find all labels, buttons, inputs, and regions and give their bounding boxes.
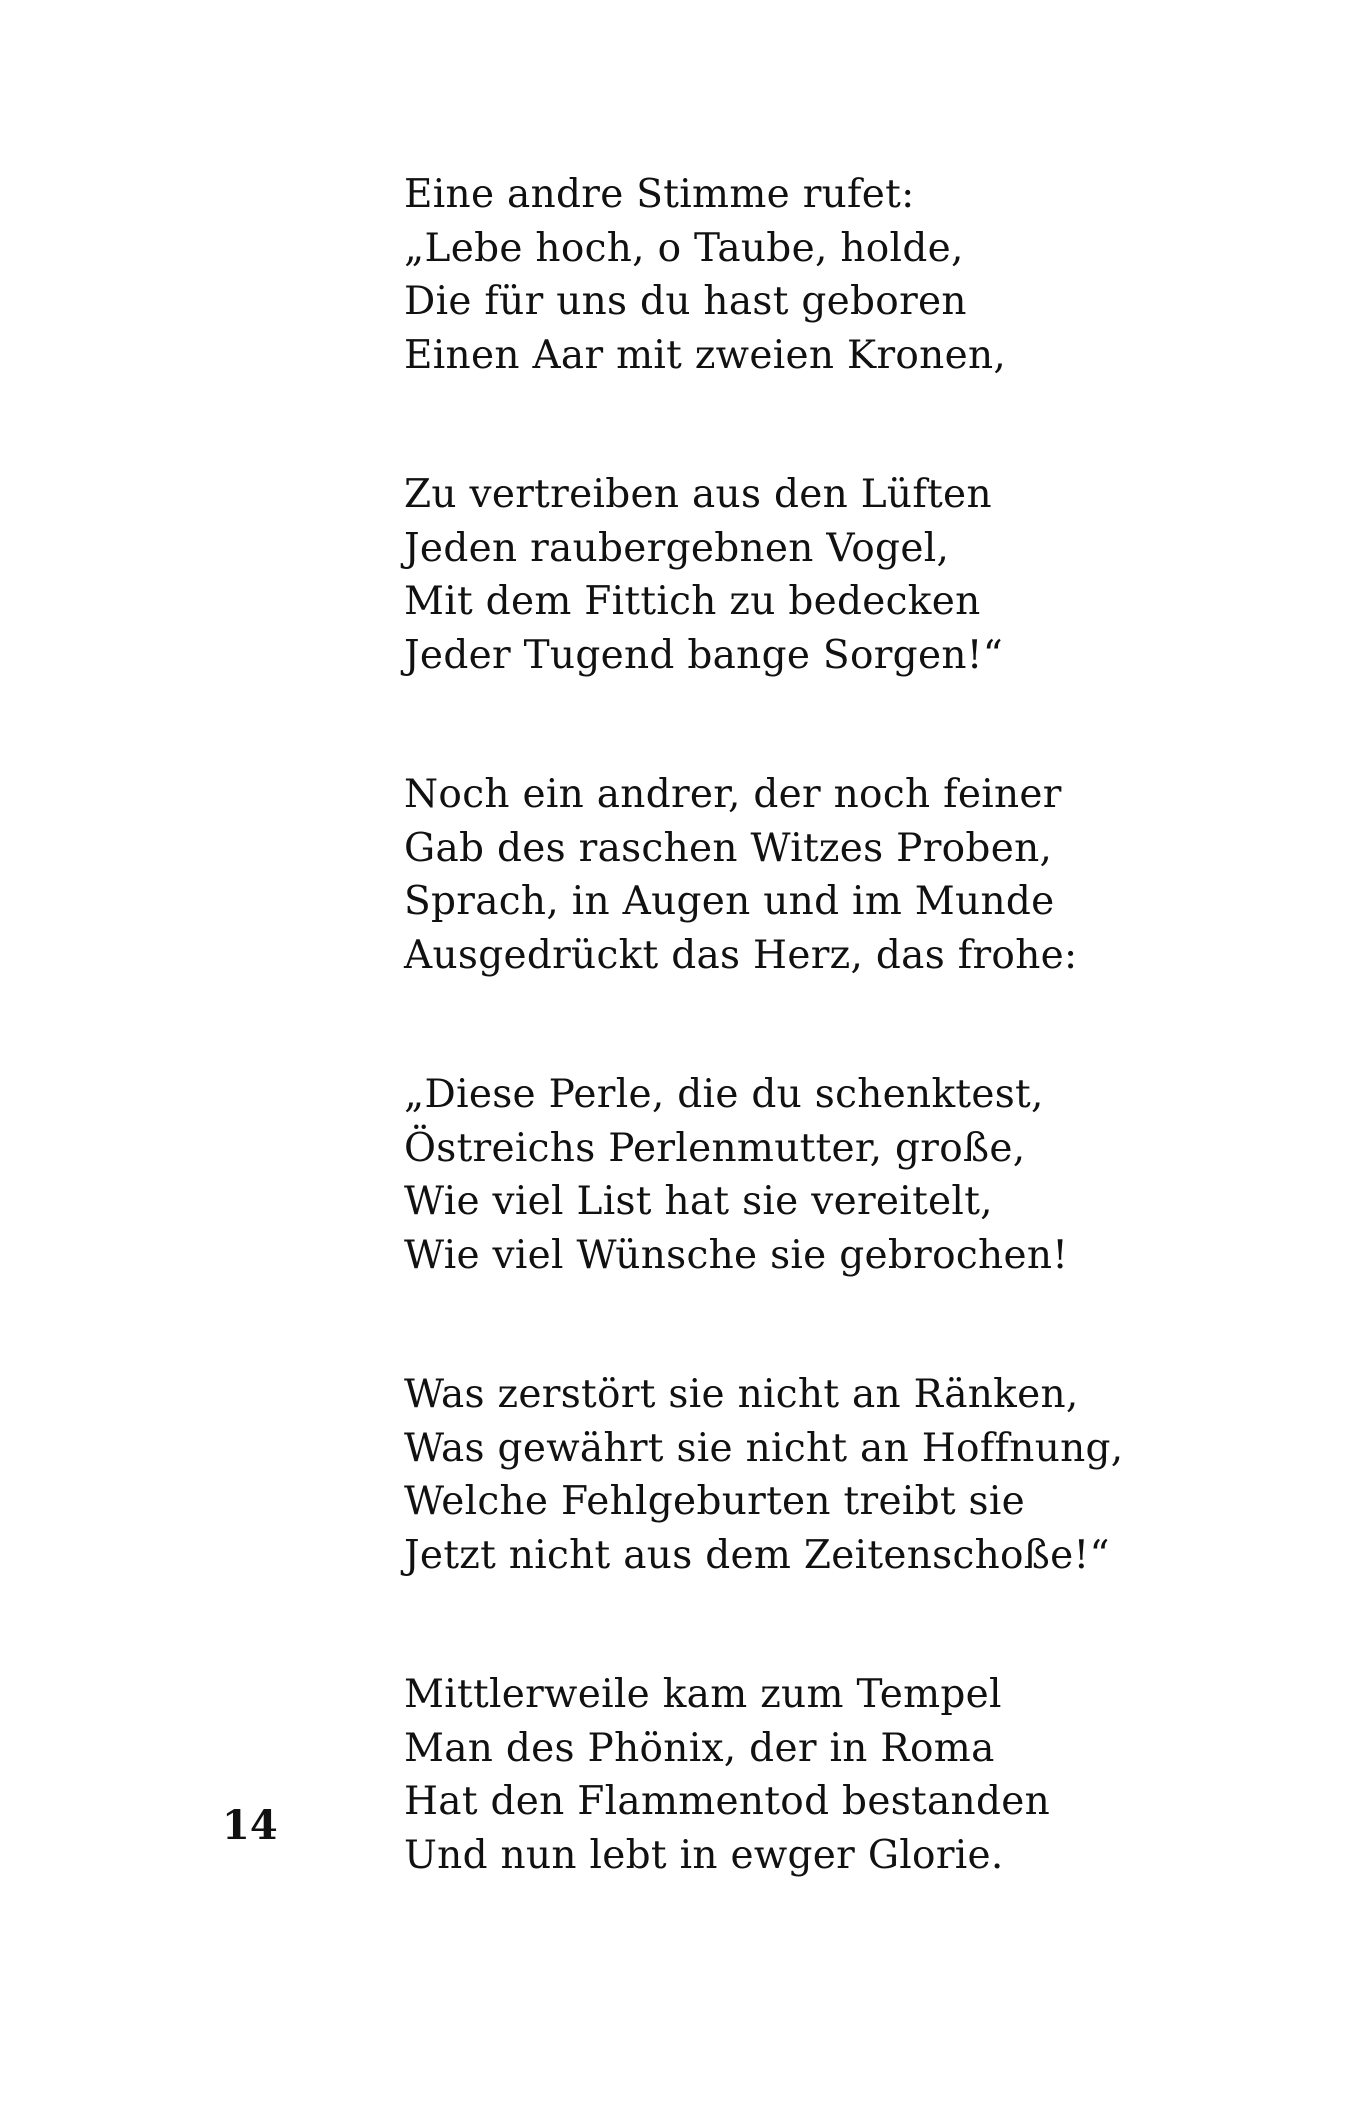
poem-text (404, 168, 1304, 1968)
verse-line: Jeder Tugend bange Sorgen!“ (404, 632, 1003, 678)
stanza-2 (404, 468, 1304, 682)
verse-line: Was zerstört sie nicht an Ränken, (404, 1372, 1079, 1417)
page-number: 14 (222, 1802, 278, 1849)
stanza-1 (404, 168, 1304, 382)
verse-line: Hat den Flammentod bestanden (404, 1779, 1051, 1824)
verse-line: Man des Phönix, der in Roma (404, 1725, 995, 1771)
stanza-6 (404, 1668, 1304, 1882)
verse-line: Zu vertreiben aus den Lüften (404, 472, 992, 517)
verse-line: Einen Aar mit zweien Kronen, (404, 332, 1007, 378)
verse-line: Jeden raubergebnen Vogel, (404, 525, 950, 571)
verse-line: „Lebe hoch, o Taube, holde, (404, 225, 964, 271)
verse-line: Welche Fehlgeburten treibt sie (404, 1479, 1026, 1524)
verse-line: Noch ein andrer, der noch feiner (404, 772, 1062, 817)
verse-line: Wie viel List hat sie vereitelt, (404, 1179, 993, 1224)
verse-line: Ausgedrückt das Herz, das frohe: (404, 932, 1078, 978)
verse-line: Die für uns du hast geboren (404, 279, 967, 324)
verse-line: Was gewährt sie nicht an Hoffnung, (404, 1425, 1124, 1471)
verse-line: Mittlerweile kam zum Tempel (404, 1672, 1002, 1717)
verse-line: Gab des raschen Witzes Proben, (404, 825, 1053, 871)
stanza-5 (404, 1368, 1304, 1582)
verse-line: Östreichs Perlenmutter, große, (404, 1125, 1026, 1171)
stanza-4 (404, 1068, 1304, 1282)
verse-line: Mit dem Fittich zu bedecken (404, 579, 981, 624)
verse-line: Wie viel Wünsche sie gebrochen! (404, 1232, 1069, 1278)
verse-line: Jetzt nicht aus dem Zeitenschoße!“ (404, 1532, 1110, 1578)
verse-line: Sprach, in Augen und im Munde (404, 879, 1055, 924)
verse-line: Eine andre Stimme rufet: (404, 172, 915, 217)
verse-line: „Diese Perle, die du schenktest, (404, 1072, 1044, 1117)
stanza-3 (404, 768, 1304, 982)
verse-line: Und nun lebt in ewger Glorie. (404, 1832, 1004, 1878)
